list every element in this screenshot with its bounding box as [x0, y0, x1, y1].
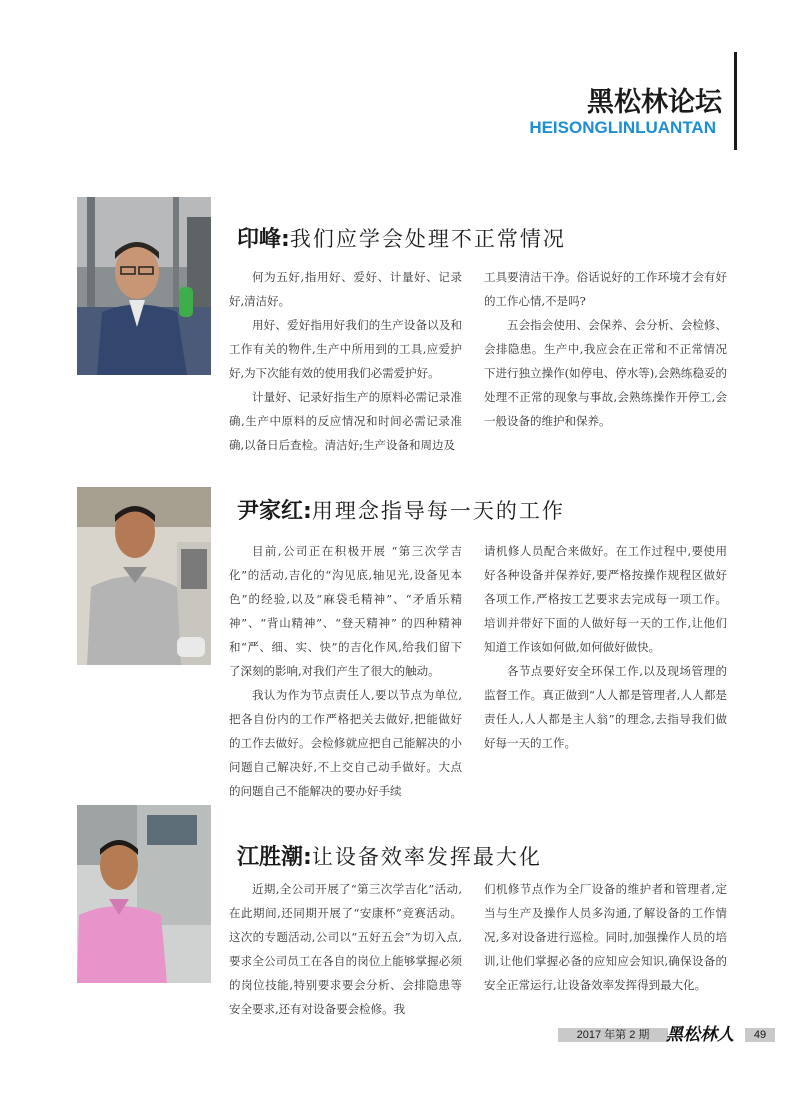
- paragraph: 用好、爱好指用好我们的生产设备以及和工作有关的物件,生产中所用到的工具,应爱护好,为下次能有效的使用我们必需爱护好。: [229, 318, 462, 380]
- article-headline: 用理念指导每一天的工作: [311, 499, 565, 523]
- portrait-photo-yinfeng: [77, 197, 211, 375]
- magazine-logo: 黑松林人: [666, 1025, 734, 1045]
- column-title: 黑松林论坛: [587, 87, 722, 118]
- author-name: 江胜潮: [237, 845, 304, 870]
- article-headline: 我们应学会处理不正常情况: [289, 227, 566, 251]
- title-colon: :: [303, 845, 312, 870]
- article-1-right-column: [484, 265, 727, 433]
- article-title-3: [237, 840, 542, 871]
- paragraph: 各节点要好安全环保工作,以及现场管理的监督工作。真正做到“人人都是管理者,人人都是责任人,人人都是主人翁”的理念,去指导我们做好每一天的工作。: [484, 664, 727, 750]
- title-colon: :: [281, 227, 290, 252]
- article-title-1: [237, 222, 566, 253]
- article-title-2: [237, 494, 565, 525]
- paragraph: 们机修节点作为全厂设备的维护者和管理者,定当与生产及操作人员多沟通,了解设备的工作情况,多对设备进行巡检。同时,加强操作人员的培训,让他们掌握必备的应知应会知识,确保设备的安全正常运行,让设备效率发挥得到最大化。: [484, 882, 727, 992]
- paragraph: 工具要清洁干净。俗话说好的工作环境才会有好的工作心情,不是吗?: [484, 270, 727, 308]
- author-name: 尹家红: [237, 499, 304, 524]
- paragraph: 何为五好,指用好、爱好、计量好、记录好,清洁好。: [229, 270, 462, 308]
- article-3-right-column: [484, 877, 727, 997]
- article-headline: 让设备效率发挥最大化: [311, 845, 542, 869]
- paragraph: 目前,公司正在积极开展 “第三次学吉化”的活动,吉化的“沟见底,轴见光,设备见本色”的经验,以及“麻袋毛精神”、“矛盾乐精神”、“背山精神”、“登天精神” 的四种精神和“严、细、实、快”的吉化作风,给我们留下了深刻的影响,对我们产生了很大的触动。: [229, 544, 462, 678]
- title-colon: :: [303, 499, 312, 524]
- paragraph: 五会指会使用、会保养、会分析、会检修、会排隐患。生产中,我应会在正常和不正常情况下进行独立操作(如停电、停水等),会熟练稳妥的处理不正常的现象与事故,会熟练操作开停工,会一般设备的维护和保养。: [484, 318, 727, 428]
- article-3-left-column: [229, 877, 462, 1021]
- paragraph: 计量好、记录好指生产的原料必需记录准确,生产中原料的反应情况和时间必需记录准确,以备日后查检。清洁好;生产设备和周边及: [229, 390, 462, 452]
- paragraph: 请机修人员配合来做好。在工作过程中,要使用好各种设备并保养好,要严格按操作规程区做好各项工作,严格按工艺要求去完成每一项工作。培训并带好下面的人做好每一天的工作,让他们知道工作该如何做,如何做好做快。: [484, 544, 727, 654]
- header-divider: [734, 52, 737, 150]
- article-2-right-column: [484, 539, 727, 755]
- column-title-pinyin: HEISONGLINLUANTAN: [529, 118, 716, 137]
- page-number: 49: [745, 1028, 775, 1042]
- paragraph: 我认为作为节点责任人,要以节点为单位,把各自份内的工作严格把关去做好,把能做好的工作去做好。会检修就应把自己能解决的小问题自己解决好,不上交自己动手做好。大点的问题自己不能解决的要办好手续: [229, 688, 462, 798]
- paragraph: 近期,全公司开展了“第三次学吉化”活动,在此期间,还同期开展了“安康杯”竞赛活动。这次的专题活动,公司以“五好五会”为切入点,要求全公司员工在各自的岗位上能够掌握必须的岗位技能,特别要求要会分析、会排隐患等安全要求,还有对设备要会检修。我: [229, 882, 462, 1016]
- issue-label: 2017 年第 2 期: [558, 1028, 668, 1042]
- article-2-left-column: [229, 539, 462, 803]
- portrait-photo-jiangshengchao: [77, 805, 211, 983]
- portrait-photo-yinjiahong: [77, 487, 211, 665]
- article-1-left-column: [229, 265, 462, 457]
- author-name: 印峰: [237, 227, 282, 252]
